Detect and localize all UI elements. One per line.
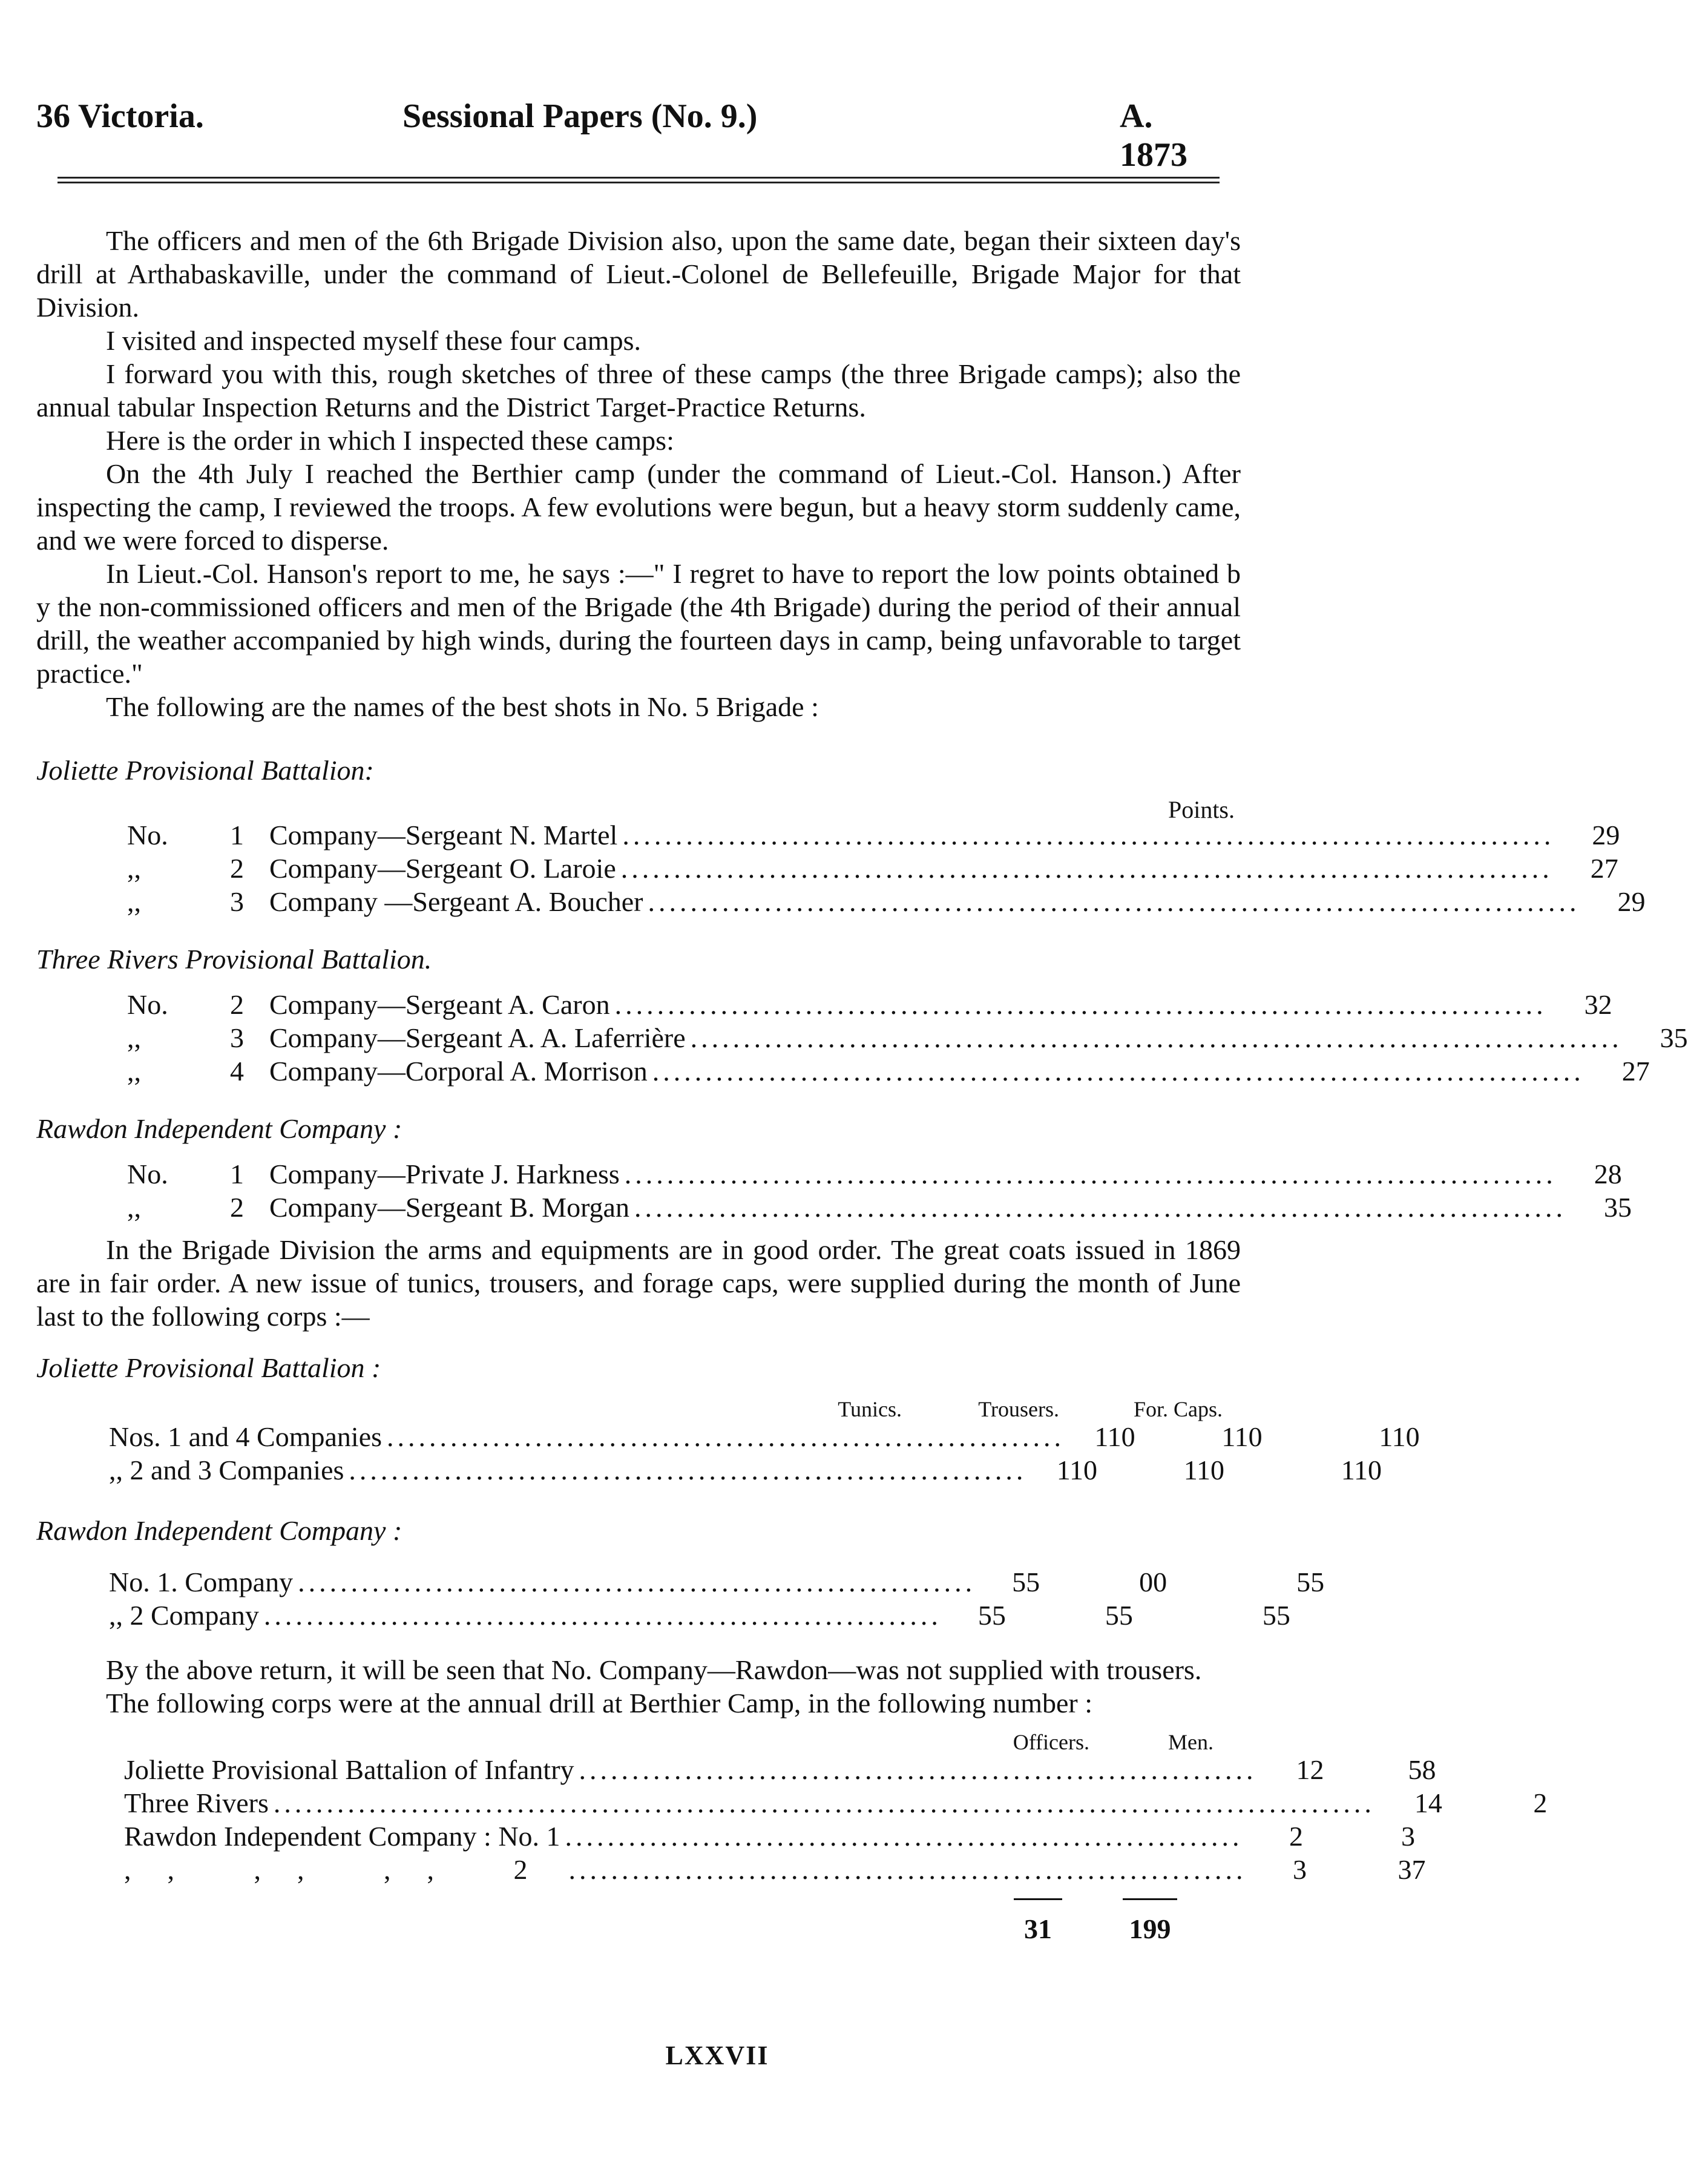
paragraph: I visited and inspected myself these four camps. [106, 325, 641, 356]
table-row: ,, 2 and 3 Companies ................................................................ 110 110 110 [109, 1455, 1382, 1485]
table-row: No. 1. Company ................................................................ 55 00 55 [109, 1567, 1325, 1597]
column-header: Tunics. [838, 1397, 902, 1421]
best-shots-list [36, 754, 1688, 1224]
column-header: Men. [1168, 1730, 1213, 1754]
list-item: No. 1 Company—Private J. Harkness ........................................................................................ 28 [127, 1159, 1622, 1189]
paragraph: The following corps were at the annual drill at Berthier Camp, in the following number : [106, 1688, 1093, 1719]
column-header: For. Caps. [1133, 1397, 1223, 1421]
page-number: LXXVII [665, 2041, 769, 2070]
sum-rule [1014, 1898, 1062, 1900]
paragraph: I forward you with this, rough sketches of three of these camps (the three Brigade camps); also the annual tabular Inspection Returns and the District Target-Practice Returns. [36, 358, 1241, 423]
list-item: ,, 2 Company—Sergeant O. Laroie ........................................................................................ 27 [127, 853, 1618, 884]
total-officers: 31 [1024, 1913, 1052, 1944]
paragraph: By the above return, it will be seen that No. Company—Rawdon—was not supplied with trousers. [106, 1654, 1202, 1685]
issue-column-headers [109, 1393, 1223, 1420]
table-row: Three Rivers ........................................................................................................ 14 2 [124, 1788, 1548, 1818]
table-row: ,, ,, ,, 2 ................................................................ 3 37 [124, 1854, 1426, 1885]
attendance-table [124, 1726, 1548, 1946]
paragraph: The officers and men of the 6th Brigade Division also, upon the same date, began their sixteen day's drill at Arthabaskaville, under the command of Lieut.-Colonel de Bellefeuille, Brigade Major for that Division. [36, 225, 1241, 323]
list-item: ,, 4 Company—Corporal A. Morrison ........................................................................................ 27 [127, 1056, 1650, 1087]
list-item: ,, 3 Company—Sergeant A. A. Laferrière ........................................................................................ 35 [127, 1022, 1688, 1053]
total-men: 199 [1129, 1913, 1171, 1944]
header-rule-bottom [57, 182, 1220, 183]
header-rule-top [57, 177, 1220, 179]
section-title: Rawdon Independent Company : [36, 1113, 402, 1144]
points-label: Points. [1167, 796, 1235, 823]
sum-rule [1123, 1898, 1177, 1900]
table-row: Rawdon Independent Company : No. 1 ................................................................ 2 3 [124, 1821, 1416, 1852]
paragraph: The following are the names of the best shots in No. 5 Brigade : [106, 691, 819, 722]
document-body [36, 224, 1688, 1946]
totals-row [124, 1912, 1213, 1946]
table-row: ,, 2 Company ................................................................ 55 55 55 [109, 1600, 1290, 1631]
section-title: Joliette Provisional Battalion : [36, 1352, 381, 1383]
column-header: Trousers. [978, 1397, 1059, 1421]
column-header: Officers. [1013, 1730, 1089, 1754]
issue-table [36, 1351, 1420, 1632]
section-title: Joliette Provisional Battalion: [36, 755, 374, 786]
table-row: Joliette Provisional Battalion of Infantry ................................................................ 12 58 [124, 1754, 1436, 1785]
header-volume: 36 Victoria. [36, 97, 204, 135]
list-item: ,, 3 Company —Sergeant A. Boucher ........................................................................................ 29 [127, 886, 1646, 917]
paragraph: On the 4th July I reached the Berthier camp (under the command of Lieut.-Col. Hanson.) After inspecting the camp, I reviewed the troops. A few evolutions were begun, but a heavy storm suddenly came, and we were forced to disperse. [36, 458, 1241, 556]
section-title: Three Rivers Provisional Battalion. [36, 944, 432, 975]
paragraph: In Lieut.-Col. Hanson's report to me, he says :—" I regret to have to report the low points obtained b y the non-commissioned officers and men of the Brigade (the 4th Brigade) during the period of their annual drill, the weather accompanied by high winds, during the fourteen days in camp, being unfavorable to target practice." [36, 558, 1241, 689]
header-year: A. 1873 [1120, 97, 1187, 174]
list-item: No. 1 Company—Sergeant N. Martel ........................................................................................ 29 [127, 820, 1620, 850]
list-item: ,, 2 Company—Sergeant B. Morgan ........................................................................................ 35 [127, 1192, 1632, 1223]
header-title: Sessional Papers (No. 9.) [402, 97, 758, 135]
paragraph: In the Brigade Division the arms and equipments are in good order. The great coats issued in 1869 are in fair order. A new issue of tunics, trousers, and forage caps, were supplied during the month of June last to the following corps :— [36, 1234, 1241, 1332]
paragraph: Here is the order in which I inspected these camps: [106, 425, 674, 456]
attendance-column-headers [124, 1726, 1213, 1753]
section-title: Rawdon Independent Company : [36, 1515, 402, 1546]
table-row: Nos. 1 and 4 Companies ................................................................ 110 110 110 [109, 1421, 1420, 1452]
list-item: No. 2 Company—Sergeant A. Caron ........................................................................................ 32 [127, 989, 1612, 1020]
